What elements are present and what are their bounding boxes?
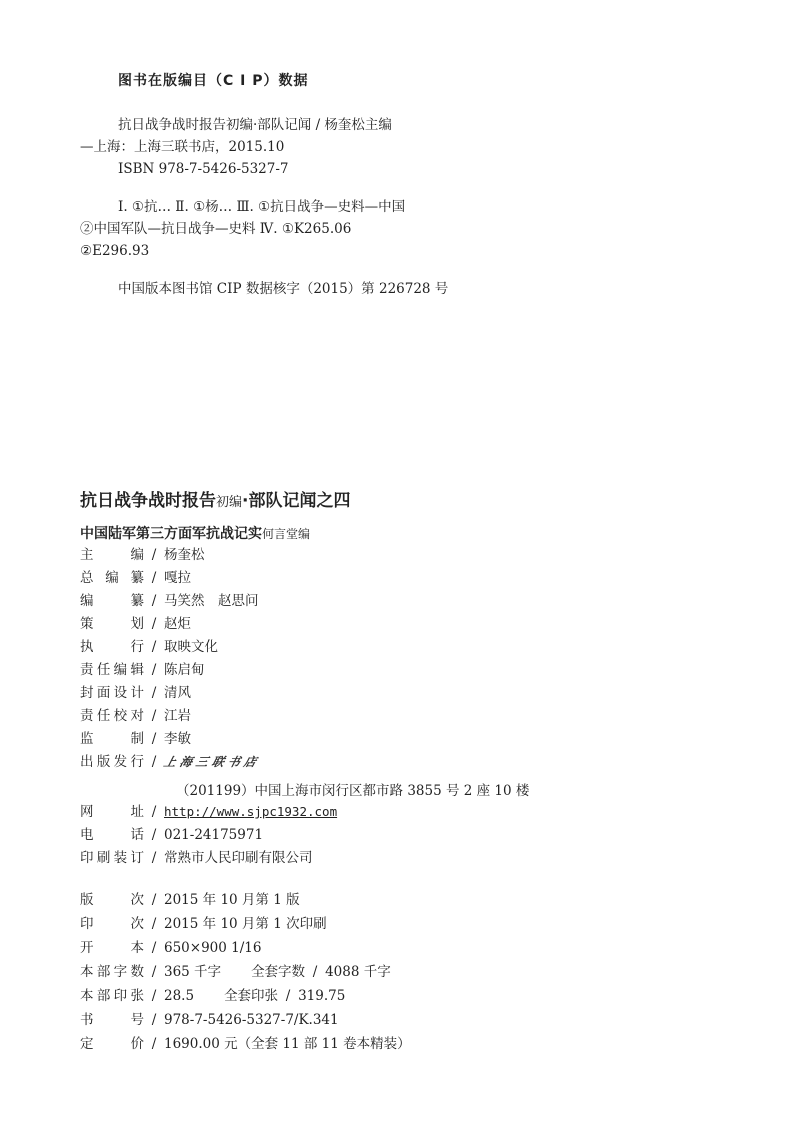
credit-label: 策划 <box>80 616 144 632</box>
separator: / <box>151 685 157 701</box>
credit-row <box>80 684 191 702</box>
cip-line-subject-1: Ⅰ. ①抗… Ⅱ. ①杨… Ⅲ. ①抗日战争—史料—中国 <box>118 199 406 215</box>
separator: / <box>312 964 318 980</box>
spec-row <box>80 939 261 957</box>
credit-value: 李敏 <box>164 731 191 747</box>
credit-value: 江岩 <box>164 708 191 724</box>
website-link[interactable]: http://www.sjpc1932.com <box>164 804 338 819</box>
series-title-sub: 初编 <box>216 495 243 510</box>
spec-row <box>80 891 300 909</box>
credit-label: 监制 <box>80 731 144 747</box>
separator: / <box>151 892 157 908</box>
publisher-address: （201199）中国上海市闵行区都市路 3855 号 2 座 10 楼 <box>176 783 530 799</box>
book-editor-note: 何言堂编 <box>262 527 311 541</box>
spec-label: 书号 <box>80 1012 144 1028</box>
spec-row <box>80 963 391 981</box>
separator: / <box>151 662 157 678</box>
publisher-row <box>80 753 260 771</box>
cip-line-publisher: —上海：上海三联书店，2015.10 <box>80 139 285 155</box>
spec-label: 开本 <box>80 940 144 956</box>
spec-label: 版次 <box>80 892 144 908</box>
publisher-label: 出版发行 <box>80 754 144 770</box>
spec-value: 1690.00 元（全套 11 部 11 卷本精装） <box>164 1036 411 1052</box>
separator: / <box>151 731 157 747</box>
series-title-main: 抗日战争战时报告 <box>80 491 216 511</box>
separator: / <box>151 804 157 820</box>
credit-label: 执行 <box>80 639 144 655</box>
credit-row <box>80 730 191 748</box>
url-label: 网址 <box>80 804 144 820</box>
separator: / <box>151 593 157 609</box>
cip-line-registry: 中国版本图书馆 CIP 数据核字（2015）第 226728 号 <box>118 281 449 297</box>
spec-row <box>80 1035 411 1053</box>
separator: / <box>151 1036 157 1052</box>
credit-value: 清风 <box>164 685 191 701</box>
credit-row <box>80 546 205 564</box>
spec-row <box>80 1011 339 1029</box>
credit-label: 总编纂 <box>80 570 144 586</box>
credit-row <box>80 569 191 587</box>
phone-label: 电话 <box>80 827 144 843</box>
spec-label: 印次 <box>80 916 144 932</box>
credit-label: 责任编辑 <box>80 662 144 678</box>
spec-label-2: 全套字数 <box>251 964 306 980</box>
phone-row <box>80 826 263 844</box>
printer-value: 常熟市人民印刷有限公司 <box>164 850 313 866</box>
spec-label: 本部印张 <box>80 988 144 1004</box>
url-row <box>80 803 337 821</box>
separator: / <box>151 916 157 932</box>
credit-value: 马笑然 赵思问 <box>164 593 259 609</box>
separator: / <box>151 964 157 980</box>
spec-value: 650×900 1/16 <box>164 940 262 956</box>
separator: / <box>151 639 157 655</box>
credit-value: 取映文化 <box>164 639 218 655</box>
credit-label: 主编 <box>80 547 144 563</box>
credit-value: 陈启甸 <box>164 662 205 678</box>
credit-row <box>80 615 191 633</box>
separator: / <box>151 708 157 724</box>
credit-label: 责任校对 <box>80 708 144 724</box>
separator: / <box>151 570 157 586</box>
spec-label-2: 全套印张 <box>224 988 279 1004</box>
spec-value-2: 319.75 <box>298 988 346 1004</box>
cip-line-subject-2: ②中国军队—抗日战争—史料 Ⅳ. ①K265.06 <box>80 221 352 237</box>
spec-label: 定价 <box>80 1036 144 1052</box>
series-title <box>80 486 350 511</box>
spec-value-2: 4088 千字 <box>325 964 391 980</box>
credit-row <box>80 707 191 725</box>
separator: / <box>151 616 157 632</box>
spec-value: 365 千字 <box>164 964 222 980</box>
spec-value: 2015 年 10 月第 1 版 <box>164 892 300 908</box>
cip-line-isbn: ISBN 978-7-5426-5327-7 <box>118 161 289 177</box>
credit-label: 封面设计 <box>80 685 144 701</box>
series-title-rest: ·部队记闻之四 <box>242 491 351 511</box>
credit-label: 编纂 <box>80 593 144 609</box>
separator: / <box>285 988 291 1004</box>
printer-row <box>80 849 313 867</box>
spec-row <box>80 987 345 1005</box>
separator: / <box>151 547 157 563</box>
printer-label: 印刷装订 <box>80 850 144 866</box>
credit-row <box>80 638 218 656</box>
spec-value: 28.5 <box>164 988 195 1004</box>
spec-value: 978-7-5426-5327-7/K.341 <box>164 1012 339 1028</box>
separator: / <box>151 1012 157 1028</box>
phone-value: 021-24175971 <box>164 827 264 843</box>
separator: / <box>151 850 157 866</box>
book-title-main: 中国陆军第三方面军抗战记实 <box>80 526 262 542</box>
separator: / <box>151 988 157 1004</box>
cip-line-subject-3: ②E296.93 <box>80 243 150 259</box>
publisher-logo: 上海三联书店 <box>162 755 262 769</box>
credit-value: 嘎拉 <box>164 570 191 586</box>
credit-value: 赵炬 <box>164 616 191 632</box>
credit-row <box>80 592 259 610</box>
separator: / <box>151 754 157 770</box>
credit-row <box>80 661 205 679</box>
separator: / <box>151 940 157 956</box>
separator: / <box>151 827 157 843</box>
book-title <box>80 523 310 543</box>
credit-value: 杨奎松 <box>164 547 205 563</box>
cip-line-title: 抗日战争战时报告初编·部队记闻 / 杨奎松主编 <box>118 117 392 133</box>
cip-heading: 图书在版编目（C I P）数据 <box>118 73 309 89</box>
spec-row <box>80 915 327 933</box>
spec-label: 本部字数 <box>80 964 144 980</box>
spec-value: 2015 年 10 月第 1 次印刷 <box>164 916 327 932</box>
